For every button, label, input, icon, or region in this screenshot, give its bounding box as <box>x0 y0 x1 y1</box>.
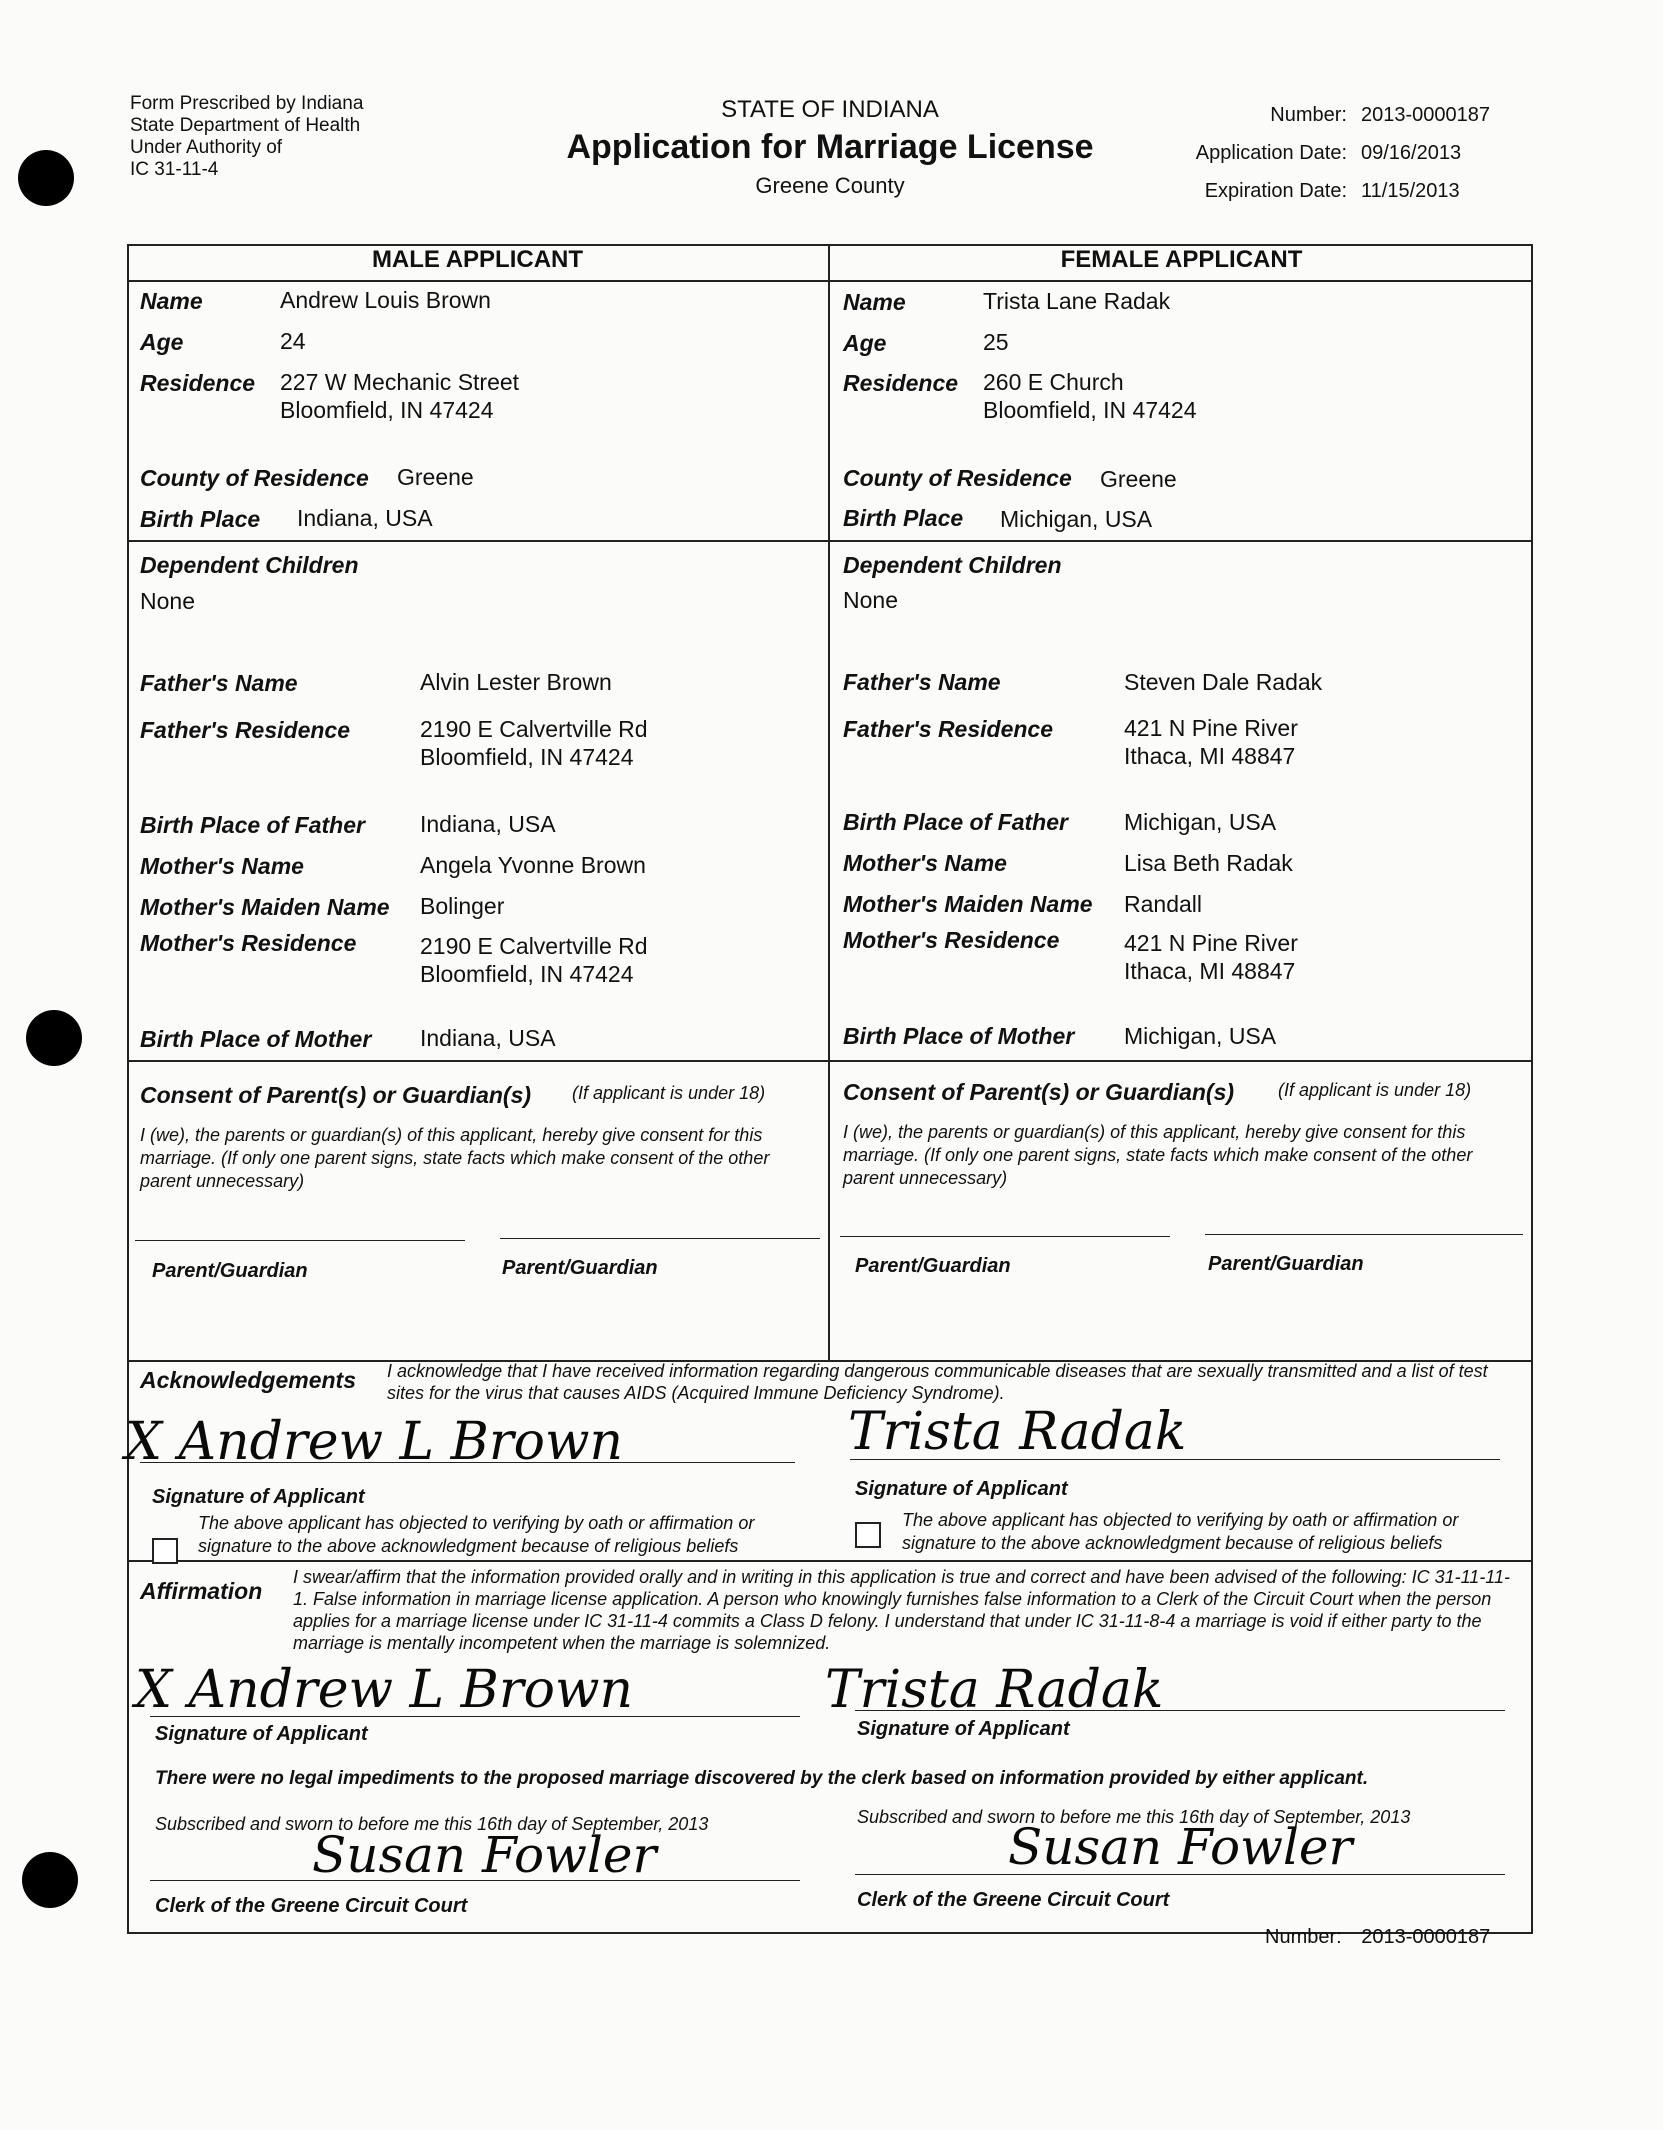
female-mother-residence <box>1124 929 1298 985</box>
expiration-date-label: Expiration Date: <box>1204 180 1347 202</box>
male-mother-name-label: Mother's Name <box>140 853 304 879</box>
male-sworn-statement: Subscribed and sworn to before me this 16th day of September, 2013 <box>155 1814 709 1834</box>
male-mother-maiden-label: Mother's Maiden Name <box>140 894 390 920</box>
male-affirmation-signature-line <box>150 1716 800 1717</box>
acknowledgements-title: Acknowledgements <box>140 1367 356 1393</box>
affirmation-text: I swear/affirm that the information provided orally and in writing in this application is true and correct and have been advised of the following: IC 31-11-11-1. False information in marriage license application. A person who knowingly furnishes false information to a Clerk of the Circuit Court when the person applies for a marriage license under IC 31-11-4 commits a Class D felony. I understand that under IC 31-11-8-4 a marriage is void if either party to the marriage is mentally incompetent when the marriage is solemnized. <box>293 1567 1510 1653</box>
female-parent-guardian-label-2: Parent/Guardian <box>1208 1253 1364 1275</box>
male-applicant-heading: MALE APPLICANT <box>371 246 584 273</box>
male-affirmation-signature-label: Signature of Applicant <box>155 1723 368 1745</box>
male-signature-label: Signature of Applicant <box>152 1486 365 1508</box>
male-father-residence-line: Bloomfield, IN 47424 <box>420 744 634 770</box>
male-religious-objection-checkbox[interactable] <box>152 1538 178 1564</box>
female-mother-residence-line: 421 N Pine River <box>1124 930 1298 956</box>
male-name: Andrew Louis Brown <box>280 287 491 313</box>
male-parent-guardian-label-2: Parent/Guardian <box>502 1257 658 1279</box>
expiration-date: 11/15/2013 <box>1361 180 1460 202</box>
male-father-name: Alvin Lester Brown <box>420 669 612 695</box>
female-dependents-label: Dependent Children <box>843 552 1062 578</box>
female-acknowledgement-signature-line <box>850 1459 1500 1460</box>
male-residence-line: 227 W Mechanic Street <box>280 369 520 395</box>
punch-hole-middle <box>26 1010 82 1066</box>
female-residence-label: Residence <box>843 370 959 396</box>
female-father-name: Steven Dale Radak <box>1124 669 1323 695</box>
female-father-residence-line: Ithaca, MI 48847 <box>1124 743 1296 769</box>
female-objection-text: The above applicant has objected to verifying by oath or affirmation or signature to the above acknowledgment because of religious beliefs <box>902 1510 1459 1553</box>
female-age: 25 <box>983 329 1009 355</box>
county-name: Greene County <box>755 173 905 198</box>
footer-number-label: Number: <box>1265 1926 1342 1948</box>
male-age-label: Age <box>140 329 184 355</box>
female-affirmation-signature-line <box>855 1710 1505 1711</box>
male-mother-residence-line: 2190 E Calvertville Rd <box>420 933 648 959</box>
footer-number <box>1265 1926 1490 1949</box>
application-date: 09/16/2013 <box>1361 142 1462 164</box>
female-mother-residence-label: Mother's Residence <box>843 927 1060 953</box>
divider-affirmation <box>127 1560 1533 1562</box>
footer-number-value: 2013-0000187 <box>1361 1926 1491 1948</box>
female-signature-label: Signature of Applicant <box>855 1478 1068 1500</box>
female-father-name-label: Father's Name <box>843 669 1001 695</box>
female-affirmation-signature: Trista Radak <box>825 1660 1164 1720</box>
male-father-name-label: Father's Name <box>140 670 298 696</box>
female-mother-residence-line: Ithaca, MI 48847 <box>1124 958 1296 984</box>
male-clerk-signature: Susan Fowler <box>312 1826 657 1884</box>
male-mother-birth-place: Indiana, USA <box>420 1025 556 1051</box>
female-age-label: Age <box>843 330 887 356</box>
female-residence <box>983 368 1197 424</box>
male-mother-birth-label: Birth Place of Mother <box>140 1026 372 1052</box>
female-parent-guardian-label-1: Parent/Guardian <box>855 1255 1011 1277</box>
female-religious-objection-checkbox[interactable] <box>855 1522 881 1548</box>
female-clerk-label: Clerk of the Greene Circuit Court <box>857 1889 1170 1911</box>
female-applicant-heading: FEMALE APPLICANT <box>1060 246 1303 273</box>
female-mother-name-label: Mother's Name <box>843 850 1007 876</box>
female-mother-maiden-label: Mother's Maiden Name <box>843 891 1093 917</box>
male-consent-text: I (we), the parents or guardian(s) of this applicant, hereby give consent for this marriage. (If only one parent signs, state facts which make consent of the other parent unnecessary) <box>140 1125 770 1191</box>
male-father-birth-place: Indiana, USA <box>420 811 556 837</box>
state-name: STATE OF INDIANA <box>721 96 939 123</box>
male-parent-signature-line-2 <box>500 1238 820 1239</box>
punch-hole-bottom <box>22 1852 78 1908</box>
male-consent-title: Consent of Parent(s) or Guardian(s) <box>140 1082 532 1108</box>
male-parent-signature-line-1 <box>135 1240 465 1241</box>
female-father-residence <box>1124 714 1298 770</box>
prescribed-line: Under Authority of <box>130 137 283 158</box>
female-name-label: Name <box>843 289 906 315</box>
female-consent-note: (If applicant is under 18) <box>1278 1080 1472 1100</box>
female-county-label: County of Residence <box>843 465 1072 491</box>
punch-hole-top <box>18 150 74 206</box>
male-acknowledgement-signature: X Andrew L Brown <box>125 1412 623 1472</box>
male-residence-label: Residence <box>140 370 256 396</box>
female-father-residence-label: Father's Residence <box>843 716 1053 742</box>
female-father-residence-line: 421 N Pine River <box>1124 715 1298 741</box>
title-block <box>520 96 1140 199</box>
divider-heading <box>127 280 1533 282</box>
male-birth-place: Indiana, USA <box>297 505 433 531</box>
divider-dependents <box>127 540 1533 542</box>
male-residence <box>280 368 519 424</box>
female-consent-text: I (we), the parents or guardian(s) of this applicant, hereby give consent for this marriage. (If only one parent signs, state facts which make consent of the other parent unnecessary) <box>843 1122 1473 1188</box>
female-dependents: None <box>843 587 898 613</box>
male-dependents-label: Dependent Children <box>140 552 359 578</box>
female-father-birth-place: Michigan, USA <box>1124 809 1277 835</box>
female-residence-line: 260 E Church <box>983 369 1124 395</box>
license-number: 2013-0000187 <box>1361 104 1491 126</box>
female-mother-name: Lisa Beth Radak <box>1124 850 1293 876</box>
prescribed-line: Form Prescribed by Indiana <box>130 93 364 114</box>
male-birth-place-label: Birth Place <box>140 506 261 532</box>
male-name-label: Name <box>140 288 203 314</box>
column-divider <box>828 244 830 1360</box>
female-mother-birth-place: Michigan, USA <box>1124 1023 1277 1049</box>
male-residence-line: Bloomfield, IN 47424 <box>280 397 494 423</box>
female-acknowledgement-signature: Trista Radak <box>848 1402 1187 1462</box>
divider-parents <box>127 1060 1533 1062</box>
male-mother-name: Angela Yvonne Brown <box>420 852 646 878</box>
female-parent-signature-line-2 <box>1205 1234 1523 1235</box>
prescribed-line: State Department of Health <box>130 115 361 136</box>
female-name: Trista Lane Radak <box>983 288 1171 314</box>
affirmation-title: Affirmation <box>140 1578 263 1604</box>
male-affirmation-signature: X Andrew L Brown <box>135 1660 633 1720</box>
female-mother-birth-label: Birth Place of Mother <box>843 1023 1075 1049</box>
female-sworn-statement: Subscribed and sworn to before me this 16th day of September, 2013 <box>857 1807 1411 1827</box>
license-info <box>1160 104 1490 218</box>
prescribed-line: IC 31-11-4 <box>130 159 219 180</box>
female-county: Greene <box>1100 466 1177 492</box>
female-affirmation-signature-label: Signature of Applicant <box>857 1718 1070 1740</box>
male-county: Greene <box>397 464 474 490</box>
female-consent-title: Consent of Parent(s) or Guardian(s) <box>843 1079 1235 1105</box>
female-clerk-signature-line <box>855 1874 1505 1875</box>
male-acknowledgement-signature-line <box>140 1462 795 1463</box>
female-residence-line: Bloomfield, IN 47424 <box>983 397 1197 423</box>
male-clerk-signature-line <box>150 1880 800 1881</box>
application-date-label: Application Date: <box>1195 142 1347 164</box>
male-parent-guardian-label-1: Parent/Guardian <box>152 1260 308 1282</box>
male-mother-residence-line: Bloomfield, IN 47424 <box>420 961 634 987</box>
female-clerk-signature: Susan Fowler <box>1008 1818 1353 1876</box>
male-father-residence-label: Father's Residence <box>140 717 350 743</box>
male-consent-note: (If applicant is under 18) <box>572 1083 766 1103</box>
female-mother-maiden: Randall <box>1124 891 1202 917</box>
acknowledgements-text: I acknowledge that I have received information regarding dangerous communicable diseases that are sexually transmitted and a list of test sites for the virus that causes AIDS (Acquired Immune Deficiency Syndrome). <box>387 1361 1488 1403</box>
prescribed-by <box>130 93 363 181</box>
male-mother-residence <box>420 932 648 988</box>
male-clerk-label: Clerk of the Greene Circuit Court <box>155 1895 468 1917</box>
male-father-residence-line: 2190 E Calvertville Rd <box>420 716 648 742</box>
number-label: Number: <box>1270 104 1347 126</box>
no-impediments-statement: There were no legal impediments to the proposed marriage discovered by the clerk based on information provided by either applicant. <box>155 1768 1369 1789</box>
male-mother-residence-label: Mother's Residence <box>140 930 357 956</box>
female-father-birth-label: Birth Place of Father <box>843 809 1068 835</box>
male-father-residence <box>420 715 648 771</box>
male-father-birth-label: Birth Place of Father <box>140 812 365 838</box>
male-objection-text: The above applicant has objected to verifying by oath or affirmation or signature to the above acknowledgment because of religious beliefs <box>198 1513 755 1556</box>
male-dependents: None <box>140 588 195 614</box>
female-birth-place-label: Birth Place <box>843 505 964 531</box>
male-mother-maiden: Bolinger <box>420 893 505 919</box>
male-age: 24 <box>280 328 306 354</box>
female-parent-signature-line-1 <box>840 1236 1170 1237</box>
female-birth-place: Michigan, USA <box>1000 506 1153 532</box>
page-title: Application for Marriage License <box>566 128 1094 166</box>
male-county-label: County of Residence <box>140 465 369 491</box>
